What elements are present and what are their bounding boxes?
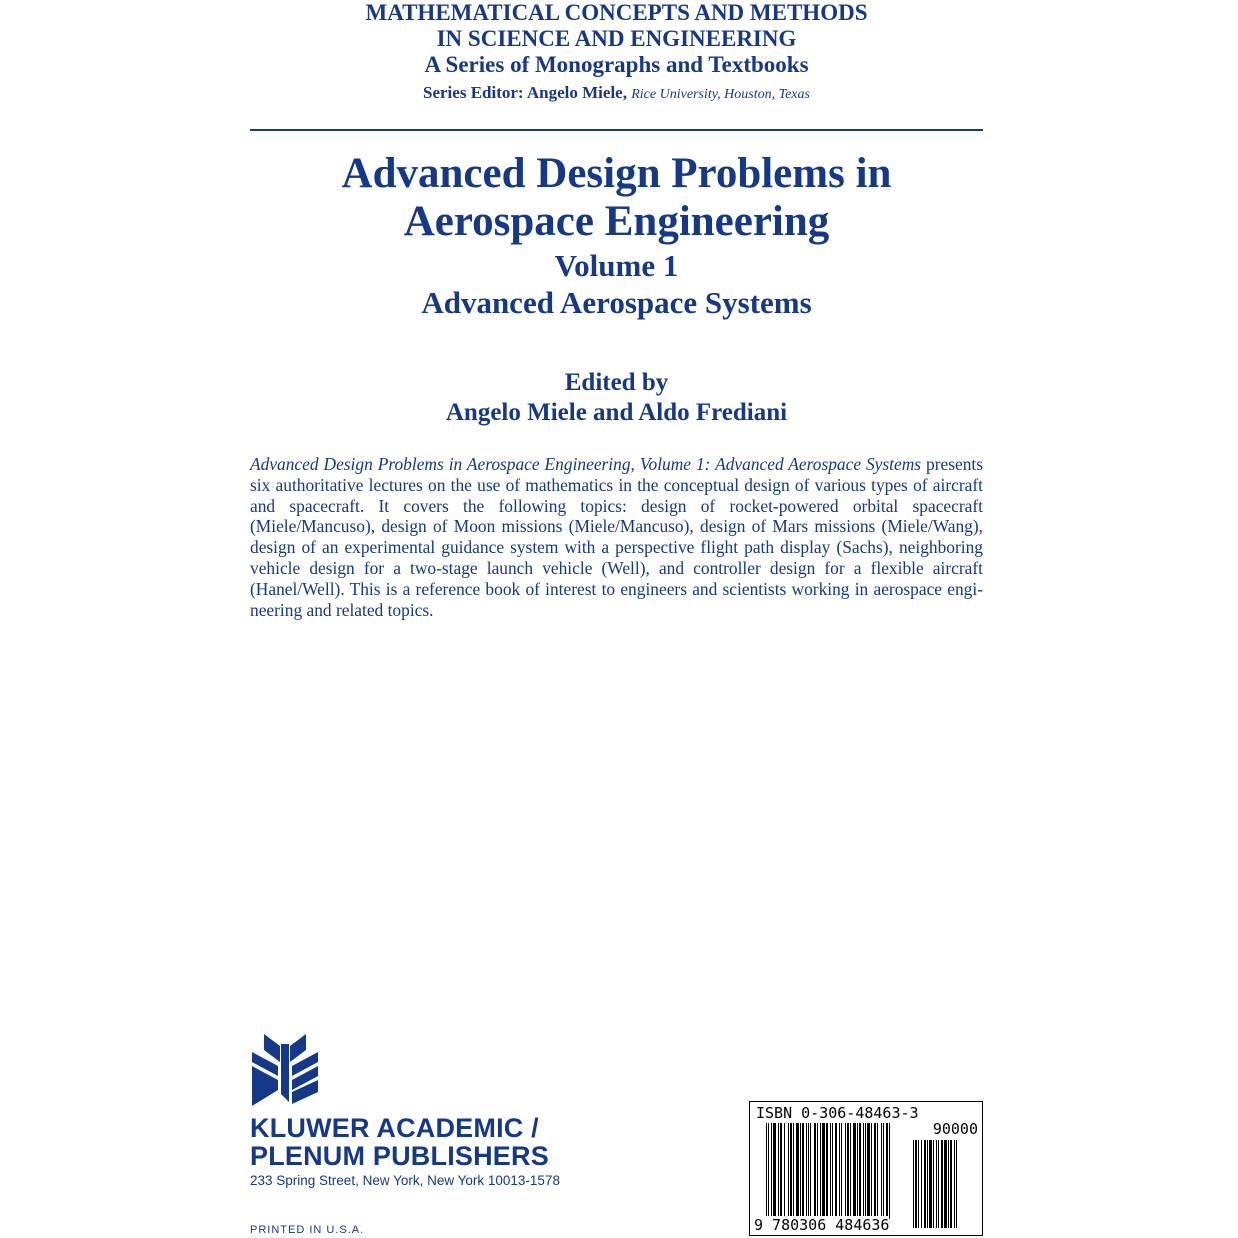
- series-title-line-2: IN SCIENCE AND ENGINEERING: [436, 26, 797, 51]
- book-volume: Volume 1: [554, 248, 679, 283]
- barcode-bar: [954, 1140, 955, 1228]
- barcode-bar: [788, 1123, 789, 1219]
- publisher-name-line-2: PLENUM PUBLISHERS: [250, 1141, 549, 1171]
- barcode-bar: [927, 1140, 928, 1228]
- barcode-bar: [835, 1123, 837, 1219]
- description-body: presents six authoritative lectures on the use of mathematics in the conceptual design of various types of aircraft and spacecraft. It covers the following topics: design of rocket-powered orbital spacecraft (Miele/Mancuso), design of Moon missions (Miele/Mancuso), design of Mars missions (Miele/Wang), design of an experimental guidance system with a perspective flight path display (Sachs), neighboring vehicle design for a two-stage launch vehicle (Well), and controller design for a flexible aircraft (Hanel/Well). This is a reference book of interest to engineers and scientists working in aerospace engineering and related topics.: [250, 454, 983, 620]
- barcode-bar: [948, 1140, 949, 1228]
- barcode-bar: [839, 1123, 840, 1219]
- barcode-bar: [806, 1123, 807, 1219]
- book-subtitle: Advanced Aerospace Systems: [421, 285, 812, 320]
- barcode-bar: [822, 1123, 825, 1219]
- barcode-bar: [938, 1140, 939, 1228]
- barcode-bar: [778, 1123, 779, 1219]
- barcode-bar: [820, 1123, 821, 1219]
- barcode-bar: [850, 1123, 851, 1219]
- ean-number: 9 780306 484636: [754, 1216, 890, 1234]
- barcode-bar: [790, 1123, 792, 1219]
- barcode-bar: [780, 1123, 782, 1219]
- barcode-bar: [941, 1140, 943, 1228]
- barcode-bar: [944, 1140, 947, 1228]
- editor-names: Angelo Miele and Aldo Frediani: [445, 399, 788, 426]
- barcode-bar: [802, 1123, 804, 1219]
- barcode-addon-bars: [913, 1140, 975, 1228]
- barcode-bar: [929, 1140, 932, 1228]
- barcode-bar: [886, 1123, 888, 1219]
- barcode-bar: [857, 1123, 858, 1219]
- publisher-name-line-1: KLUWER ACADEMIC /: [250, 1113, 539, 1143]
- barcode-bar: [889, 1123, 890, 1219]
- barcode-bar: [830, 1123, 831, 1219]
- barcode-bar: [933, 1140, 934, 1228]
- book-description: [250, 454, 983, 620]
- barcode-bar: [771, 1123, 772, 1219]
- barcode-bar: [826, 1123, 828, 1219]
- barcode-bar: [796, 1123, 799, 1219]
- barcode-bar: [808, 1123, 809, 1219]
- barcode-bar: [832, 1123, 833, 1219]
- series-editor-affiliation: Rice University, Houston, Texas: [631, 87, 810, 102]
- series-title-line-1: MATHEMATICAL CONCEPTS AND METHODS: [365, 0, 868, 25]
- barcode-bar: [853, 1123, 856, 1219]
- barcode-bar: [867, 1123, 870, 1219]
- barcode-bar: [936, 1140, 937, 1228]
- barcode-bar: [918, 1140, 919, 1228]
- barcode-addon-digits: 90000: [932, 1120, 978, 1138]
- barcode-bar: [921, 1140, 922, 1228]
- barcode-bar: [773, 1123, 776, 1219]
- barcode-bar: [883, 1123, 884, 1219]
- series-editor-label: Series Editor: Angelo Miele,: [423, 83, 627, 102]
- isbn-barcode: [749, 1101, 983, 1236]
- barcode-bar: [863, 1123, 864, 1219]
- barcode-bar: [784, 1123, 785, 1219]
- barcode-bar: [800, 1123, 801, 1219]
- barcode-main-bars: [766, 1123, 900, 1219]
- description-italic-lead: Advanced Design Problems in Aerospace Engineering, Volume 1: Advanced Aerospace Systems: [250, 454, 922, 474]
- book-title-line-1: Advanced Design Problems in: [341, 150, 892, 197]
- barcode-bar: [871, 1123, 872, 1219]
- publisher-address: 233 Spring Street, New York, New York 10013-1578: [250, 1173, 560, 1188]
- barcode-bar: [847, 1123, 849, 1219]
- barcode-bar: [924, 1140, 926, 1228]
- barcode-bar: [956, 1140, 957, 1228]
- barcode-bar: [814, 1123, 816, 1219]
- barcode-bar: [913, 1140, 914, 1228]
- series-subtitle: A Series of Monographs and Textbooks: [424, 52, 809, 77]
- barcode-bar: [874, 1123, 876, 1219]
- series-header: [250, 0, 983, 108]
- editors-block: [250, 368, 983, 428]
- barcode-bar: [768, 1123, 769, 1219]
- kluwer-logo-icon: [250, 1032, 320, 1108]
- book-title-line-2: Aerospace Engineering: [403, 198, 830, 245]
- printed-in-label: PRINTED IN U.S.A.: [250, 1224, 365, 1236]
- publisher-name: [250, 1114, 549, 1170]
- book-title-block: [250, 150, 983, 322]
- barcode-bar: [915, 1140, 917, 1228]
- isbn-number: ISBN 0-306-48463-3: [756, 1104, 919, 1122]
- series-editor: [250, 80, 983, 108]
- barcode-bar: [859, 1123, 861, 1219]
- barcode-bar: [817, 1123, 818, 1219]
- barcode-bar: [881, 1123, 882, 1219]
- barcode-bar: [766, 1123, 767, 1219]
- edited-by-label: Edited by: [564, 369, 669, 396]
- barcode-bar: [950, 1140, 952, 1228]
- barcode-bar: [841, 1123, 842, 1219]
- barcode-bar: [865, 1123, 866, 1219]
- barcode-bar: [877, 1123, 878, 1219]
- divider-rule: [250, 129, 983, 131]
- barcode-bar: [845, 1123, 846, 1219]
- barcode-bar: [793, 1123, 794, 1219]
- barcode-bar: [810, 1123, 811, 1219]
